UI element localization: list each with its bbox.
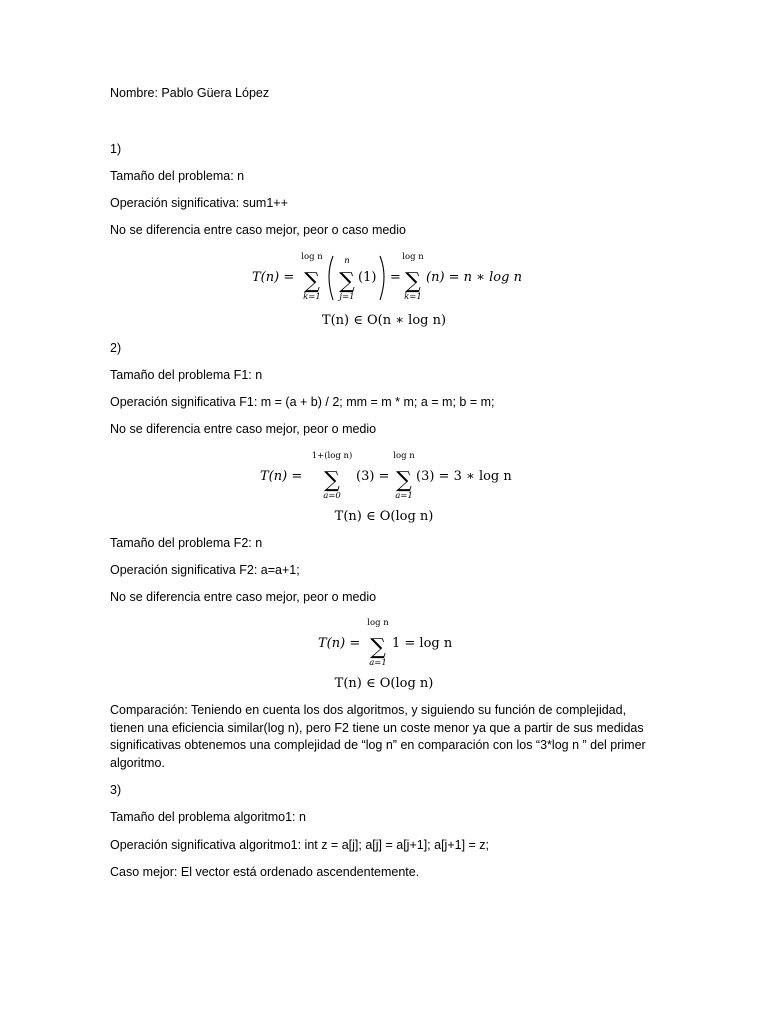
- q2-f1-equation: [250, 446, 520, 502]
- q2-f2-eq-sigma: ∑: [370, 635, 386, 660]
- q1-significant-operation: Operación significativa: sum1++: [110, 196, 288, 210]
- q2-f1-eq-rhs: (3) = 3 ∗ log n: [416, 469, 512, 484]
- q1-eq-paren-right: [380, 256, 384, 300]
- q1-eq-lhs: T(n) =: [252, 270, 295, 285]
- q1-eq-sigma2: ∑: [339, 269, 355, 294]
- q2-f1-problem-size: Tamaño del problema F1: n: [110, 368, 263, 382]
- q1-case-note: No se diferencia entre caso mejor, peor o caso medio: [110, 223, 406, 237]
- q3-best-case: Caso mejor: El vector está ordenado ascendentemente.: [110, 865, 420, 879]
- q2-f2-result: T(n) ∈ O(log n): [334, 676, 434, 691]
- q1-result: T(n) ∈ O(n ∗ log n): [321, 313, 447, 328]
- student-name: Nombre: Pablo Güera López: [110, 86, 270, 100]
- q1-eq-sum2-top: n: [344, 256, 350, 266]
- q2-f1-eq-sum1-top: 1+(log n): [311, 451, 353, 461]
- q2-f2-eq-sum-bottom: a=1: [369, 658, 387, 668]
- q2-f1-eq-lhs: T(n) =: [260, 469, 303, 484]
- q2-f1-eq-mid: (3) =: [356, 469, 390, 484]
- q1-eq-sum2-bottom: j=1: [339, 292, 355, 302]
- q2-f1-eq-sum2-top: log n: [393, 451, 415, 461]
- q2-f1-eq-sigma1: ∑: [324, 468, 340, 493]
- q2-f2-problem-size: Tamaño del problema F2: n: [110, 536, 263, 550]
- q2-f2-eq-sum-top: log n: [367, 618, 389, 628]
- question-3-label: 3): [110, 783, 122, 797]
- q1-eq-sum3-top: log n: [402, 252, 424, 262]
- q1-eq-sum1-bottom: k=1: [303, 292, 321, 302]
- q2-f1-eq-sum2-bottom: a=1: [395, 491, 413, 501]
- q1-eq-sigma3: ∑: [405, 269, 421, 294]
- q2-f1-eq-sum1-bottom: a=0: [323, 491, 341, 501]
- q2-comparison: Comparación: Teniendo en cuenta los dos algoritmos, y siguiendo su función de complejidad, tienen una eficiencia similar(log n), pero F2 tiene un coste menor ya que a partir de sus medidas significativas obtenemos una complejidad de “log n” en comparación con los “3*log n ” del primer algoritmo.: [110, 703, 646, 770]
- question-2-label: 2): [110, 341, 122, 355]
- q1-eq-paren-left: [329, 256, 333, 300]
- q2-f1-significant-operation: Operación significativa F1: m = (a + b) / 2; mm = m * m; a = m; b = m;: [110, 395, 495, 409]
- q1-eq-equals: =: [390, 270, 401, 285]
- q1-equation: [240, 246, 540, 306]
- q1-eq-inner: (1): [358, 270, 377, 285]
- q1-eq-rhs: (n) = n ∗ log n: [426, 270, 522, 285]
- q3-problem-size: Tamaño del problema algoritmo1: n: [110, 810, 306, 824]
- q2-f2-equation: [310, 613, 460, 669]
- q2-f2-significant-operation: Operación significativa F2: a=a+1;: [110, 563, 300, 577]
- q2-f2-eq-lhs: T(n) =: [318, 636, 361, 651]
- q2-f2-case-note: No se diferencia entre caso mejor, peor o medio: [110, 590, 377, 604]
- q1-eq-sum1-top: log n: [301, 252, 323, 262]
- q2-f1-case-note: No se diferencia entre caso mejor, peor o medio: [110, 422, 377, 436]
- q1-eq-sum3-bottom: k=1: [404, 292, 422, 302]
- q2-f1-eq-sigma2: ∑: [396, 468, 412, 493]
- question-1-label: 1): [110, 142, 122, 156]
- q2-f2-eq-rhs: 1 = log n: [392, 636, 453, 651]
- q3-significant-operation: Operación significativa algoritmo1: int z = a[j]; a[j] = a[j+1]; a[j+1] = z;: [110, 838, 490, 852]
- q2-f1-result: T(n) ∈ O(log n): [334, 509, 434, 524]
- q1-problem-size: Tamaño del problema: n: [110, 169, 245, 183]
- q1-eq-sigma1: ∑: [304, 269, 320, 294]
